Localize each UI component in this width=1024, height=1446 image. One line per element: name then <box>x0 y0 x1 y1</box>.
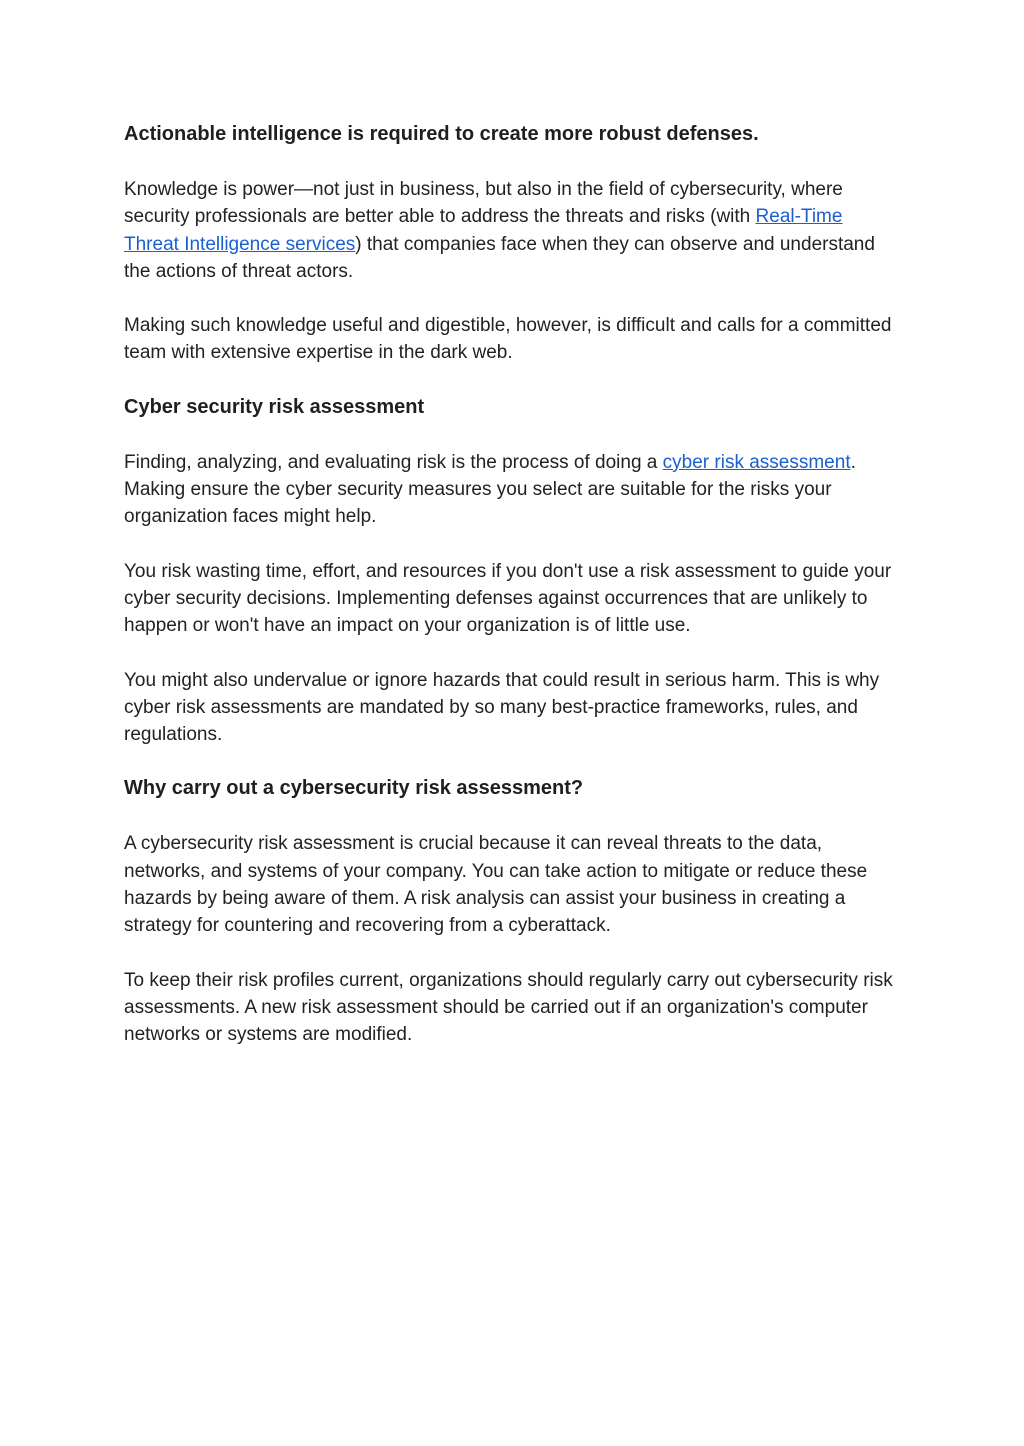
document-page <box>124 121 900 1049</box>
section-heading-actionable-intelligence: Actionable intelligence is required to create more robust defenses. <box>124 123 759 145</box>
section-heading-cyber-risk-assessment: Cyber security risk assessment <box>124 395 425 418</box>
paragraph-text: . Making ensure the cyber security measures you select are suitable for the risks your organization faces might help. <box>124 451 856 528</box>
paragraph-assessment-crucial: A cybersecurity risk assessment is crucial because it can reveal threats to the data, networks, and systems of your company. You can take action to mitigate or reduce these hazards by being aware of them. A risk analysis can assist your business in creating a strategy for countering and recovering from a cyberattack. <box>124 833 868 937</box>
paragraph-text: Finding, analyzing, and evaluating risk is the process of doing a <box>124 451 663 473</box>
section-heading-why-carry-out: Why carry out a cybersecurity risk assessment? <box>124 777 584 800</box>
paragraph-knowledge-is-power <box>124 176 900 285</box>
paragraph-undervalue-hazards: You might also undervalue or ignore hazards that could result in serious harm. This is why cyber risk assessments are mandated by so many best-practice frameworks, rules, and regulations. <box>124 669 880 746</box>
paragraph-risk-wasting-time: You risk wasting time, effort, and resources if you don't use a risk assessment to guide your cyber security decisions. Implementing defenses against occurrences that are unlikely to happen or won't have an impact on your organization is of little use. <box>124 560 892 637</box>
paragraph-text: Knowledge is power—not just in business, but also in the field of cybersecurity, where security professionals are better able to address the threats and risks (with <box>124 179 843 228</box>
paragraph-finding-analyzing <box>124 449 900 531</box>
paragraph-making-knowledge-useful: Making such knowledge useful and digestible, however, is difficult and calls for a committed team with extensive expertise in the dark web. <box>124 315 892 364</box>
link-real-time-threat-intelligence[interactable]: Real-Time Threat Intelligence services <box>124 206 843 255</box>
paragraph-text: ) that companies face when they can observe and understand the actions of threat actors. <box>124 233 875 282</box>
link-cyber-risk-assessment[interactable]: cyber risk assessment <box>662 451 851 473</box>
paragraph-keep-profiles-current: To keep their risk profiles current, organizations should regularly carry out cybersecurity risk assessments. A new risk assessment should be carried out if an organization's computer networks or systems are modified. <box>124 969 893 1046</box>
